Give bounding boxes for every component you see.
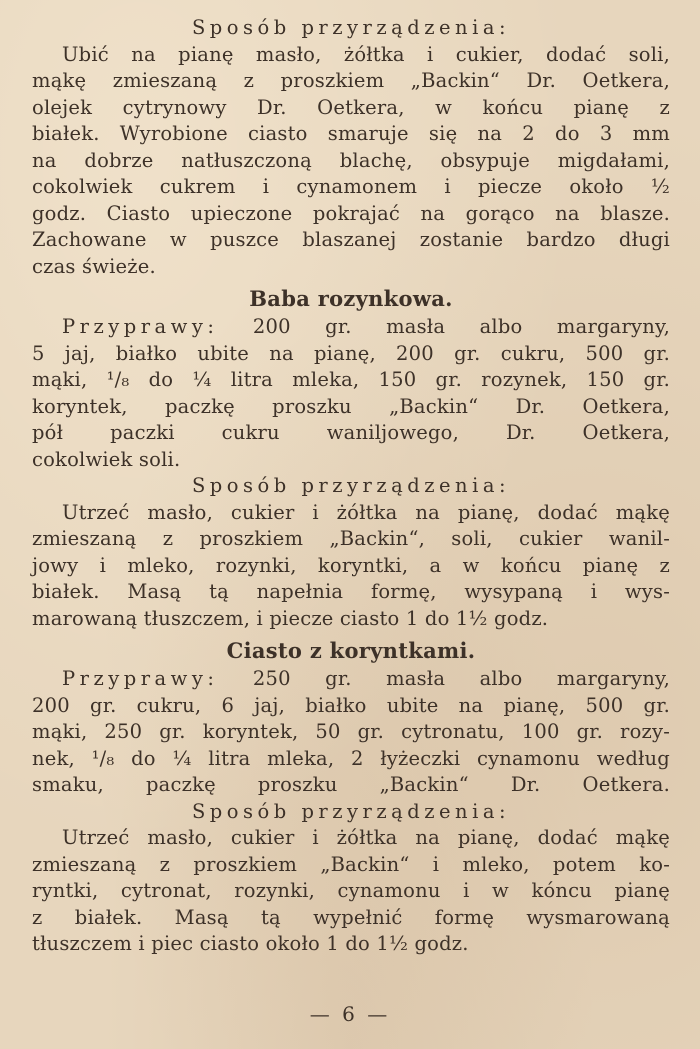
text-line: Utrzeć masło, cukier i żółtka na pianę, dodać mąkę: [62, 826, 670, 849]
text-line: mąkę zmieszaną z proszkiem „Backin“ Dr. Oetkera,: [32, 69, 670, 92]
text-line: z białek. Masą tą wypełnić formę wysmarowaną: [32, 905, 670, 929]
text-line: zmieszaną z proszkiem „Backin“ i mleko, potem ko-: [32, 852, 670, 876]
method-heading: Sposób przyrządzenia:: [191, 16, 511, 39]
ingredients-label: Przyprawy:: [62, 315, 219, 338]
text-line: czas świeże.: [32, 254, 156, 278]
text-line: 5 jaj, białko ubite na pianę, 200 gr. cukru, 500 gr.: [32, 341, 670, 365]
text-line: na dobrze natłuszczoną blachę, obsypuje migdałami,: [32, 148, 670, 172]
method-heading: Sposób przyrządzenia:: [191, 799, 511, 823]
ingredients-label: Przyprawy:: [62, 667, 219, 690]
text-line: 200 gr. cukru, 6 jaj, białko ubite na pianę, 500 gr.: [32, 693, 670, 717]
text-line: białek. Wyrobione ciasto smaruje się na 2 do 3 mm: [32, 122, 670, 145]
text-line: białek. Masą tą napełnia formę, wysypaną i wys-: [32, 580, 670, 603]
recipe-title: Baba rozynkowa.: [249, 286, 453, 311]
text-line: ryntki, cytronat, rozynki, cynamonu i w kóncu pianę: [32, 879, 670, 902]
text-line: nek, ¹/₈ do ¼ litra mleka, 2 łyżeczki cynamonu według: [32, 746, 670, 770]
text-line: marowaną tłuszczem, i piecze ciasto 1 do 1½ godz.: [32, 606, 549, 630]
text-line: Ubić na pianę masło, żółtka i cukier, dodać soli,: [62, 42, 670, 66]
text-line: jowy i mleko, rozynki, koryntki, a w końcu pianę z: [32, 553, 670, 577]
ingredients-text: 250 gr. masła albo margaryny,: [218, 667, 670, 690]
text-line: pół paczki cukru waniljowego, Dr. Oetkera,: [32, 421, 670, 444]
method-heading: Sposób przyrządzenia:: [191, 474, 511, 497]
ingredients-line: [32, 314, 670, 341]
recipe-title: Ciasto z koryntkami.: [226, 638, 476, 663]
page-number: — 6 —: [309, 1002, 391, 1026]
text-line: godz. Ciasto upieczone pokrajać na gorąco na blasze.: [32, 201, 670, 225]
ingredients-line: [32, 666, 670, 693]
text-line: olejek cytrynowy Dr. Oetkera, w końcu pianę z: [32, 95, 670, 119]
text-line: cokolwiek soli.: [32, 447, 181, 471]
text-line: smaku, paczkę proszku „Backin“ Dr. Oetkera.: [32, 773, 670, 796]
text-line: mąki, ¹/₈ do ¼ litra mleka, 150 gr. rozynek, 150 gr.: [32, 368, 670, 391]
text-line: cokolwiek cukrem i cynamonem i piecze około ½: [32, 175, 670, 198]
text-line: tłuszczem i piec ciasto około 1 do 1½ godz.: [32, 932, 469, 955]
text-line: zmieszaną z proszkiem „Backin“, soli, cukier wanil-: [32, 527, 670, 550]
text-line: mąki, 250 gr. koryntek, 50 gr. cytronatu, 100 gr. rozy-: [32, 720, 670, 743]
text-line: Utrzeć masło, cukier i żółtka na pianę, dodać mąkę: [62, 500, 670, 524]
text-line: Zachowane w puszce blaszanej zostanie bardzo długi: [32, 228, 670, 251]
ingredients-text: 200 gr. masła albo margaryny,: [218, 315, 670, 338]
text-line: koryntek, paczkę proszku „Backin“ Dr. Oetkera,: [32, 394, 670, 418]
